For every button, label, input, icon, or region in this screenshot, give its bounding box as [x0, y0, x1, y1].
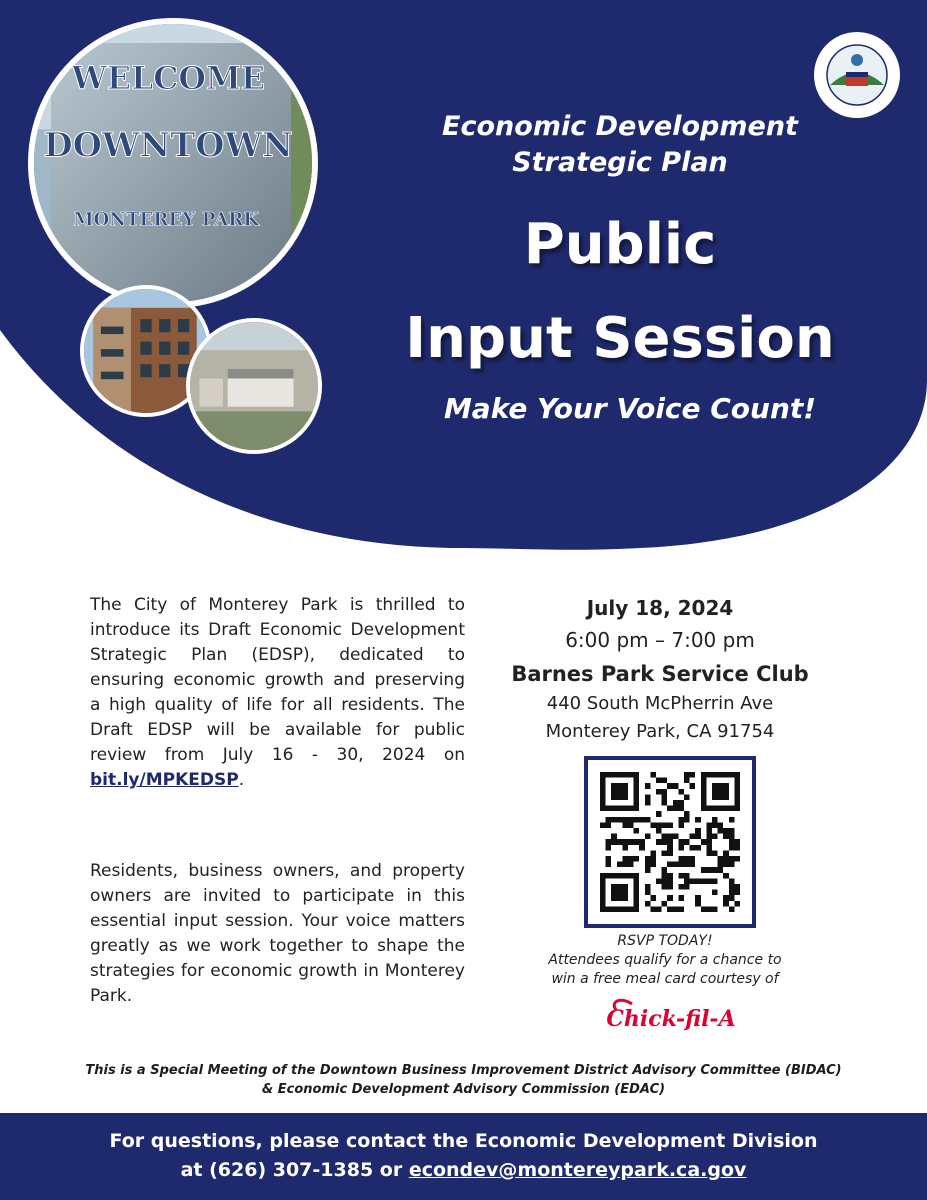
invitation-paragraph: Residents, business owners, and property owners are invited to participate in this essential input session. Your voice matters greatly as we work together to shape the strategies for economic growth in Monterey Park.: [90, 861, 465, 1006]
intro-text: The City of Monterey Park is thrilled to introduce its Draft Economic Development Strategic Plan (EDSP), dedicated to ensuring economic growth and preserving a high quality of life for all residents. The Draft EDSP will be available for public review from July 16 - 30, 2024 on: [90, 595, 465, 765]
chick-fil-a-logo: [606, 990, 736, 1042]
event-venue: Barnes Park Service Club: [511, 662, 809, 686]
event-time: 6:00 pm – 7:00 pm: [565, 628, 755, 652]
aerial-development-photo: [186, 318, 322, 454]
city-seal-icon: [812, 30, 902, 120]
intro-text-end: .: [238, 770, 245, 790]
footer-phone-email-line: [0, 1157, 927, 1183]
svg-text:WELCOME: WELCOME: [71, 60, 266, 98]
title-line-2: Input Session: [405, 306, 835, 371]
intro-paragraph: [90, 593, 465, 793]
svg-text:DOWNTOWN: DOWNTOWN: [43, 124, 293, 165]
svg-text:MONTEREY PARK: MONTEREY PARK: [73, 209, 260, 231]
edsp-link[interactable]: bit.ly/MPKEDSP: [90, 770, 239, 790]
chick-fil-a-wordmark: Chick-fil-A: [606, 1006, 736, 1032]
special-meeting-notice-line-1: This is a Special Meeting of the Downtown Business Improvement District Advisory Committee (BIDAC): [85, 1063, 842, 1078]
downtown-sign-photo: [28, 18, 318, 308]
event-date: July 18, 2024: [586, 596, 734, 620]
rsvp-line-2: Attendees qualify for a chance to: [548, 952, 782, 968]
title-line-1: Public: [523, 212, 717, 277]
event-address-line-1: 440 South McPherrin Ave: [546, 693, 774, 714]
footer-contact-line: For questions, please contact the Economic Development Division: [109, 1130, 818, 1152]
subtitle-line-2: Strategic Plan: [512, 147, 728, 178]
subtitle-line-1: Economic Development: [442, 111, 798, 142]
qr-code-icon: [600, 772, 740, 912]
email-link[interactable]: econdev@montereypark.ca.gov: [408, 1159, 747, 1181]
event-address-line-2: Monterey Park, CA 91754: [545, 721, 775, 742]
footer-phone: at (626) 307-1385 or: [180, 1159, 409, 1181]
special-meeting-notice-line-2: & Economic Development Advisory Commission (EDAC): [261, 1082, 666, 1097]
rsvp-heading: RSVP TODAY!: [617, 933, 713, 949]
rsvp-line-3: win a free meal card courtesy of: [551, 971, 779, 987]
rsvp-qr-code[interactable]: [584, 756, 756, 928]
tagline: Make Your Voice Count!: [443, 392, 817, 425]
contact-footer: [0, 1113, 927, 1200]
